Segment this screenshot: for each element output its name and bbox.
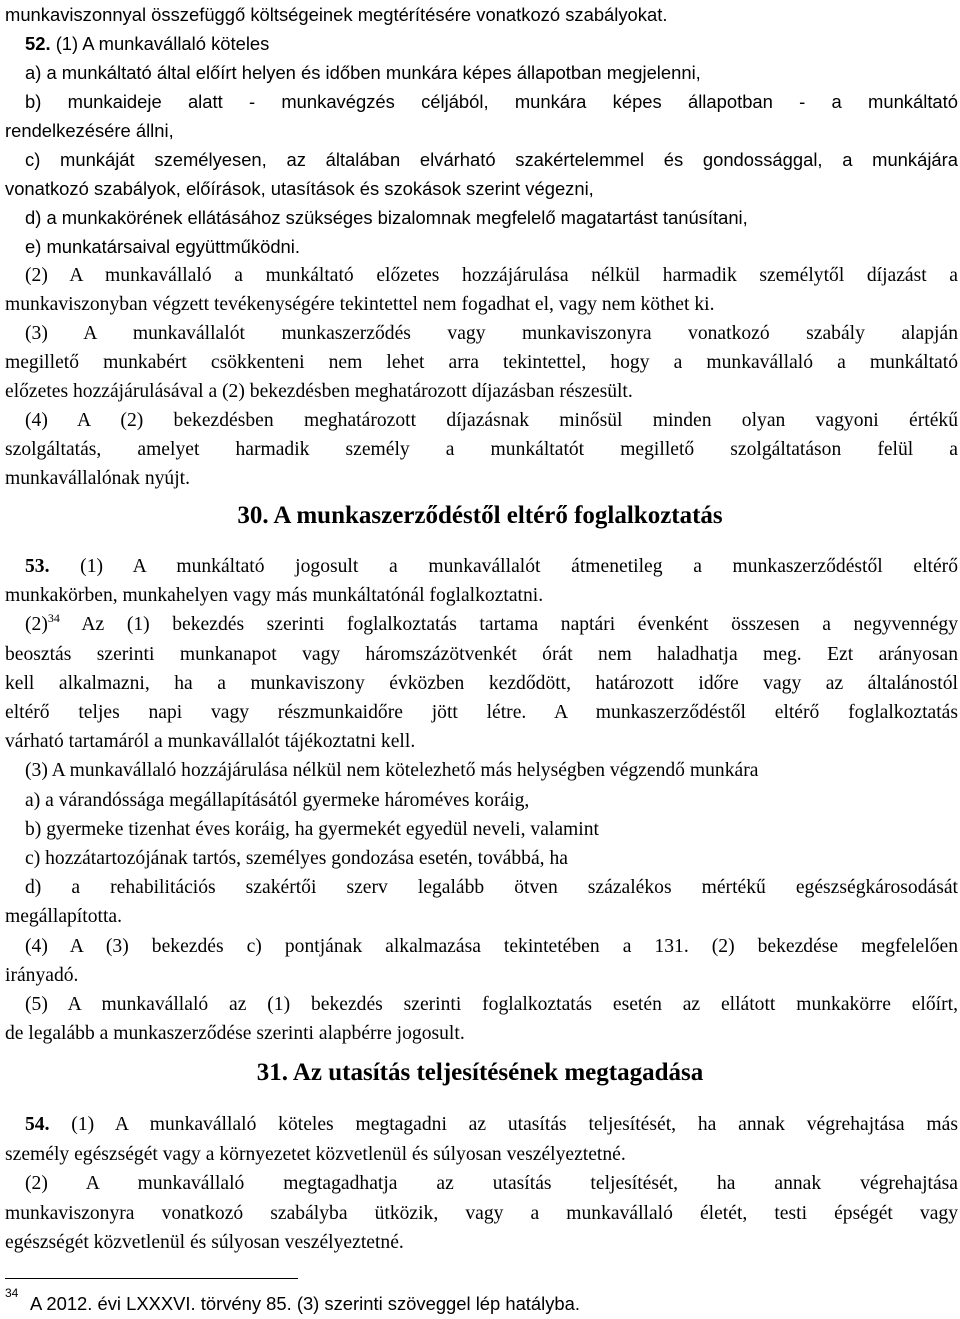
- text-line: [5, 377, 958, 406]
- line-text: munkaviszonnyal összefüggő költségeinek megtérítésére vonatkozó szabályokat.: [5, 4, 668, 25]
- line-text: d) a munkakörének ellátásához szükséges bizalomnak megfelelő magatartást tanúsítani,: [25, 207, 748, 228]
- text-line: [25, 29, 958, 58]
- footnote-text: A 2012. évi LXXXVI. törvény 85. (3) szerinti szöveggel lép hatályba.: [30, 1293, 580, 1314]
- text-line: [5, 116, 958, 145]
- line-text: (2) A munkavállaló megtagadhatja az utasítás teljesítését, ha annak végrehajtása: [25, 1173, 958, 1195]
- text-line: [25, 1169, 958, 1198]
- line-text: egészségét közvetlenül és súlyosan veszélyeztetné.: [5, 1232, 404, 1254]
- line-text: de legalább a munkaszerződése szerinti alapbérre jogosult.: [5, 1023, 465, 1045]
- text-line: [5, 698, 958, 727]
- line-text: e) munkatársaival együttműködni.: [25, 236, 300, 257]
- section-number: 52.: [25, 33, 51, 54]
- line-text: rendelkezésére állni,: [5, 120, 174, 141]
- line-text: (1) A munkavállaló köteles megtagadni az utasítás teljesítését, ha annak végrehajtása más: [49, 1114, 958, 1135]
- text-line: [25, 990, 958, 1019]
- section-number: 54.: [25, 1114, 50, 1135]
- section-number: 53.: [25, 556, 50, 577]
- text-line: [5, 464, 958, 493]
- text-line: [25, 815, 958, 844]
- line-text: b) munkaideje alatt - munkavégzés céljából, munkára képes állapotban - a munkáltató: [25, 91, 958, 112]
- line-text: várható tartamáról a munkavállalót tájékoztatni kell.: [5, 731, 416, 753]
- line-text: vonatkozó szabályok, előírások, utasítások és szokások szerint végezni,: [5, 178, 594, 199]
- line-text: munkaviszonyra vonatkozó szabályba ütközik, vagy a munkavállaló életét, testi épségét vagy: [5, 1202, 958, 1224]
- line-text: kell alkalmazni, ha a munkaviszony évközben kezdődött, határozott időre vagy az általánostól: [5, 672, 958, 694]
- line-text: (4) A (2) bekezdésben meghatározott díjazásnak minősül minden olyan vagyoni értékű: [25, 410, 958, 431]
- text-line: [5, 902, 958, 931]
- line-text: (4) A (3) bekezdés c) pontjának alkalmazása tekintetében a 131. (2) bekezdése megfelelően: [25, 935, 958, 957]
- line-text: beosztás szerinti munkanapot vagy háromszázötvenkét órát nem haladhatja meg. Ezt arányosan: [5, 643, 958, 665]
- text-line: [25, 1110, 958, 1139]
- text-line: [5, 1228, 958, 1257]
- footnote-number: 34: [5, 1286, 19, 1300]
- line-text: Az (1) bekezdés szerinti foglalkoztatás tartama naptári évenként összesen a negyvennégy: [59, 614, 958, 636]
- line-text: (2) A munkavállaló a munkáltató előzetes hozzájárulása nélkül harmadik személytől díjazást a: [25, 265, 958, 286]
- text-line: [5, 1199, 958, 1228]
- text-line: [5, 1140, 958, 1169]
- text-line: [5, 0, 958, 29]
- text-line: [25, 203, 958, 232]
- text-line: [25, 786, 958, 815]
- line-text: előzetes hozzájárulásával a (2) bekezdésben meghatározott díjazásban részesült.: [5, 381, 633, 402]
- line-text: munkakörben, munkahelyen vagy más munkáltatónál foglalkoztatni.: [5, 585, 544, 607]
- text-line: [5, 961, 958, 990]
- text-line: [5, 1019, 958, 1048]
- line-text: megillető munkabért csökkenteni nem lehet arra tekintettel, hogy a munkavállaló a munkáltató: [5, 352, 958, 373]
- line-text: személy egészségét vagy a környezetet közvetlenül és súlyosan veszélyeztetné.: [5, 1143, 626, 1165]
- text-line: [25, 756, 958, 785]
- line-text: c) munkáját személyesen, az általában elvárható szakértelemmel és gondossággal, a munkájára: [25, 149, 958, 170]
- text-line: [5, 348, 958, 377]
- line-text: munkaviszonyban végzett tevékenységére tekintettel nem fogadhat el, vagy nem köthet ki.: [5, 294, 715, 315]
- line-text: szolgáltatás, amelyet harmadik személy a munkáltatót megillető szolgáltatáson felül a: [5, 439, 958, 460]
- text-line: [25, 932, 958, 961]
- line-text: (3) A munkavállalót munkaszerződés vagy munkaviszonyra vonatkozó szabály alapján: [25, 323, 958, 344]
- line-text: megállapította.: [5, 906, 122, 928]
- text-line: [25, 844, 958, 873]
- text-line: [5, 669, 958, 698]
- text-line: [5, 727, 958, 756]
- line-text: (1) A munkavállaló köteles: [50, 33, 270, 54]
- line-text: (3) A munkavállaló hozzájárulása nélkül nem kötelezhető más helységben végzendő munkára: [25, 760, 759, 782]
- text-line: [25, 261, 958, 290]
- line-text: a) a várandóssága megállapításától gyermeke hároméves koráig,: [25, 789, 530, 811]
- line-text: c) hozzátartozójának tartós, személyes gondozása esetén, továbbá, ha: [25, 848, 568, 869]
- paragraph-number: (2): [25, 614, 48, 636]
- line-text: munkavállalónak nyújt.: [5, 468, 191, 489]
- heading-section-30: 30. A munkaszerződéstől eltérő foglalkoztatás: [237, 502, 723, 529]
- line-text: (5) A munkavállaló az (1) bekezdés szerinti foglalkoztatás esetén az ellátott munkakörre előírt,: [25, 994, 958, 1015]
- text-line: [5, 174, 958, 203]
- text-line: [25, 232, 958, 261]
- text-line: [5, 581, 958, 610]
- text-line: [25, 406, 958, 435]
- text-line: [25, 552, 958, 581]
- text-line: [25, 58, 958, 87]
- text-line: [25, 319, 958, 348]
- text-line: [25, 87, 958, 116]
- line-text: (1) A munkáltató jogosult a munkavállalót átmenetileg a munkaszerződéstől eltérő: [49, 556, 958, 577]
- line-text: d) a rehabilitációs szakértői szerv legalább ötven százalékos mértékű egészségkárosodását: [25, 877, 958, 899]
- footnote-separator: [5, 1278, 298, 1279]
- text-line: [5, 435, 958, 464]
- line-text: a) a munkáltató által előírt helyen és időben munkára képes állapotban megjelenni,: [25, 62, 701, 83]
- footnote-reference[interactable]: 34: [47, 610, 60, 625]
- heading-section-31: 31. Az utasítás teljesítésének megtagadása: [256, 1059, 704, 1086]
- text-line: [5, 290, 958, 319]
- line-text: irányadó.: [5, 964, 79, 986]
- text-line: [25, 145, 958, 174]
- line-text: b) gyermeke tizenhat éves koráig, ha gyermekét egyedül neveli, valamint: [25, 818, 599, 840]
- text-line: [25, 610, 958, 639]
- text-line: [5, 640, 958, 669]
- text-line: [25, 873, 958, 902]
- line-text: eltérő teljes napi vagy részmunkaidőre jött létre. A munkaszerződéstől eltérő foglalkoztatás: [5, 702, 958, 723]
